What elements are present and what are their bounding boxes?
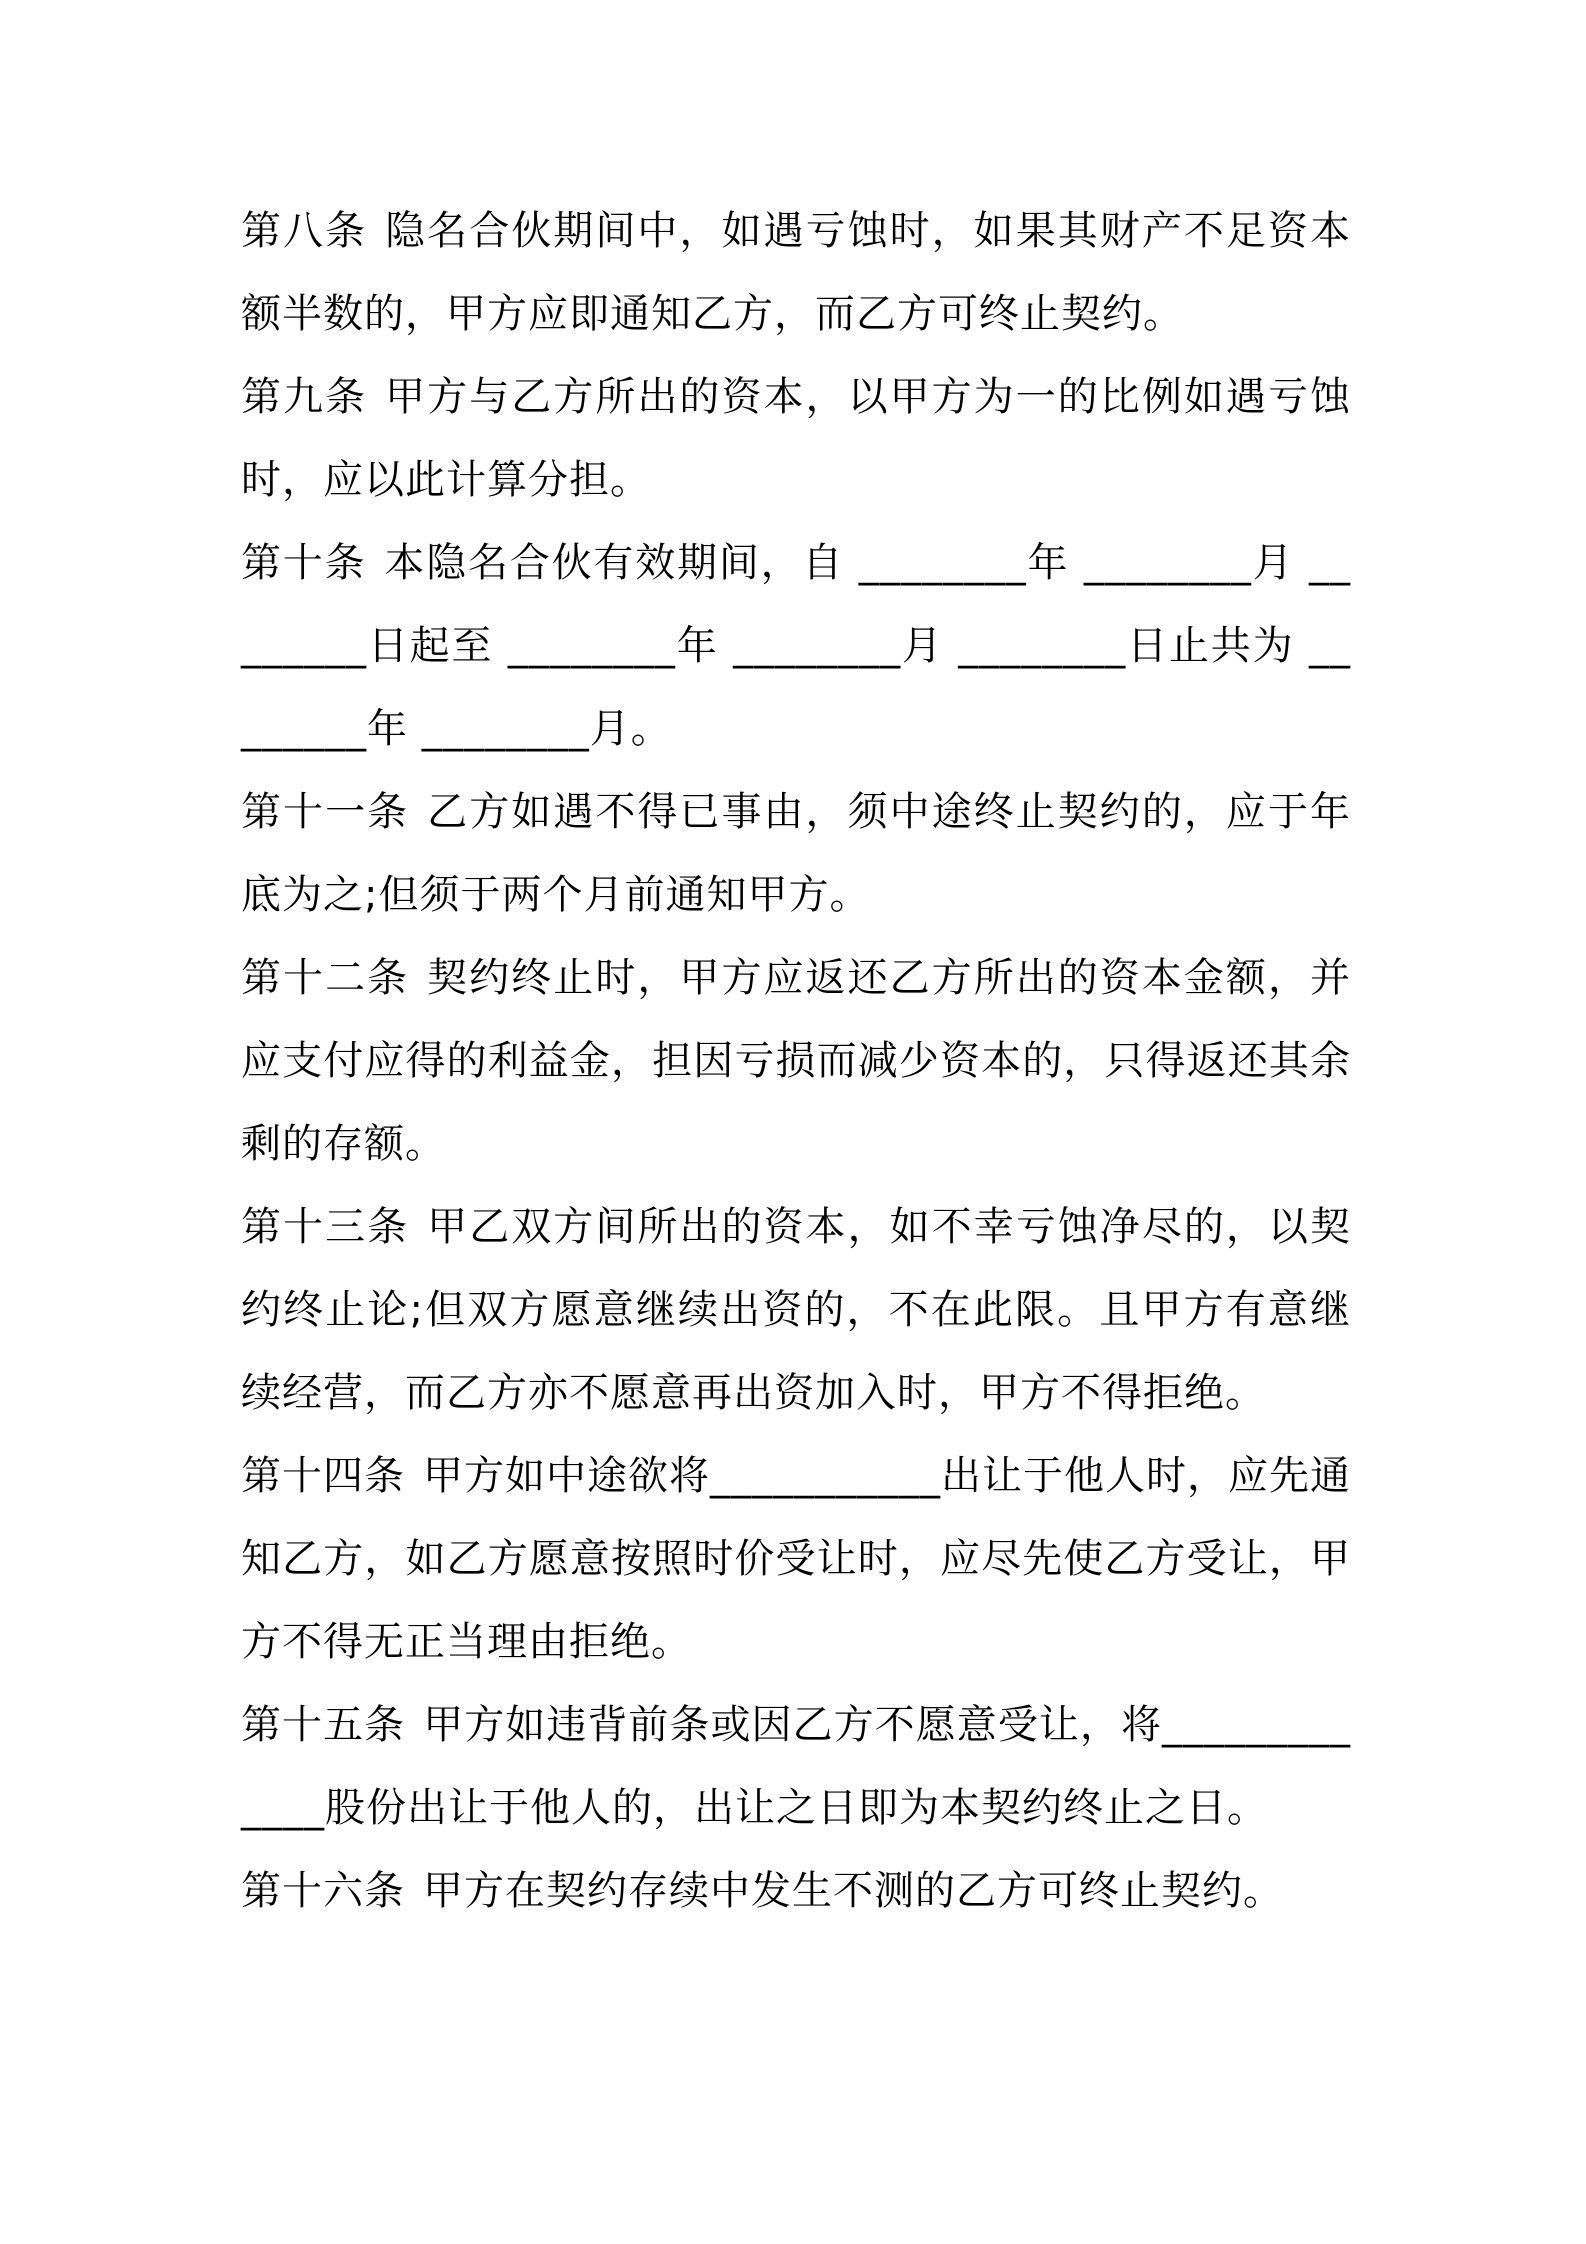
clause-number: 第十五条: [241, 1702, 406, 1748]
clause-9: [241, 356, 1351, 522]
clause-number: 第十一条: [241, 789, 410, 835]
clause-text: 甲乙双方间所出的资本，如不幸亏蚀净尽的，以契约终止论;但双方愿意继续出资的，不在此限。且甲方有意继续经营，而乙方亦不愿意再出资加入时，甲方不得拒绝。: [241, 1204, 1352, 1416]
clause-text: 甲方如违背前条或因乙方不愿意受让，将_____________股份出让于他人的，出让之日即为本契约终止之日。: [241, 1702, 1352, 1831]
clause-number: 第十条: [241, 540, 367, 586]
clause-number: 第十二条: [241, 955, 410, 1001]
clause-14: [241, 1435, 1351, 1684]
clause-text: 甲方如中途欲将___________出让于他人时，应先通知乙方，如乙方愿意按照时价受让时，应尽先使乙方受让，甲方不得无正当理由拒绝。: [241, 1453, 1351, 1665]
clause-text: 甲方与乙方所出的资本，以甲方为一的比例如遇亏蚀时，应以此计算分担。: [241, 374, 1352, 503]
clause-text: 乙方如遇不得已事由，须中途终止契约的，应于年底为之;但须于两个月前通知甲方。: [241, 789, 1352, 918]
document-body: [241, 190, 1351, 1933]
clause-text: 本隐名合伙有效期间，自 ________年 ________月 ________日起至 ________年 ________月 ________日止共为 ________年 ________月。: [241, 540, 1351, 752]
clause-11: [241, 771, 1351, 937]
clause-text: 契约终止时，甲方应返还乙方所出的资本金额，并应支付应得的利益金，担因亏损而减少资本的，只得返还其余剩的存额。: [241, 955, 1352, 1167]
clause-13: [241, 1186, 1351, 1435]
clause-15: [241, 1684, 1351, 1850]
clause-12: [241, 937, 1351, 1186]
clause-number: 第十四条: [241, 1453, 405, 1499]
clause-number: 第十六条: [241, 1868, 405, 1914]
clause-text: 隐名合伙期间中，如遇亏蚀时，如果其财产不足资本额半数的，甲方应即通知乙方，而乙方可终止契约。: [241, 208, 1352, 337]
clause-text: 甲方在契约存续中发生不测的乙方可终止契约。: [423, 1868, 1284, 1914]
clause-16: [241, 1850, 1351, 1933]
clause-number: 第九条: [241, 374, 368, 420]
clause-8: [241, 190, 1351, 356]
clause-number: 第十三条: [241, 1204, 410, 1250]
clause-number: 第八条: [241, 208, 368, 254]
clause-10: [241, 522, 1351, 771]
